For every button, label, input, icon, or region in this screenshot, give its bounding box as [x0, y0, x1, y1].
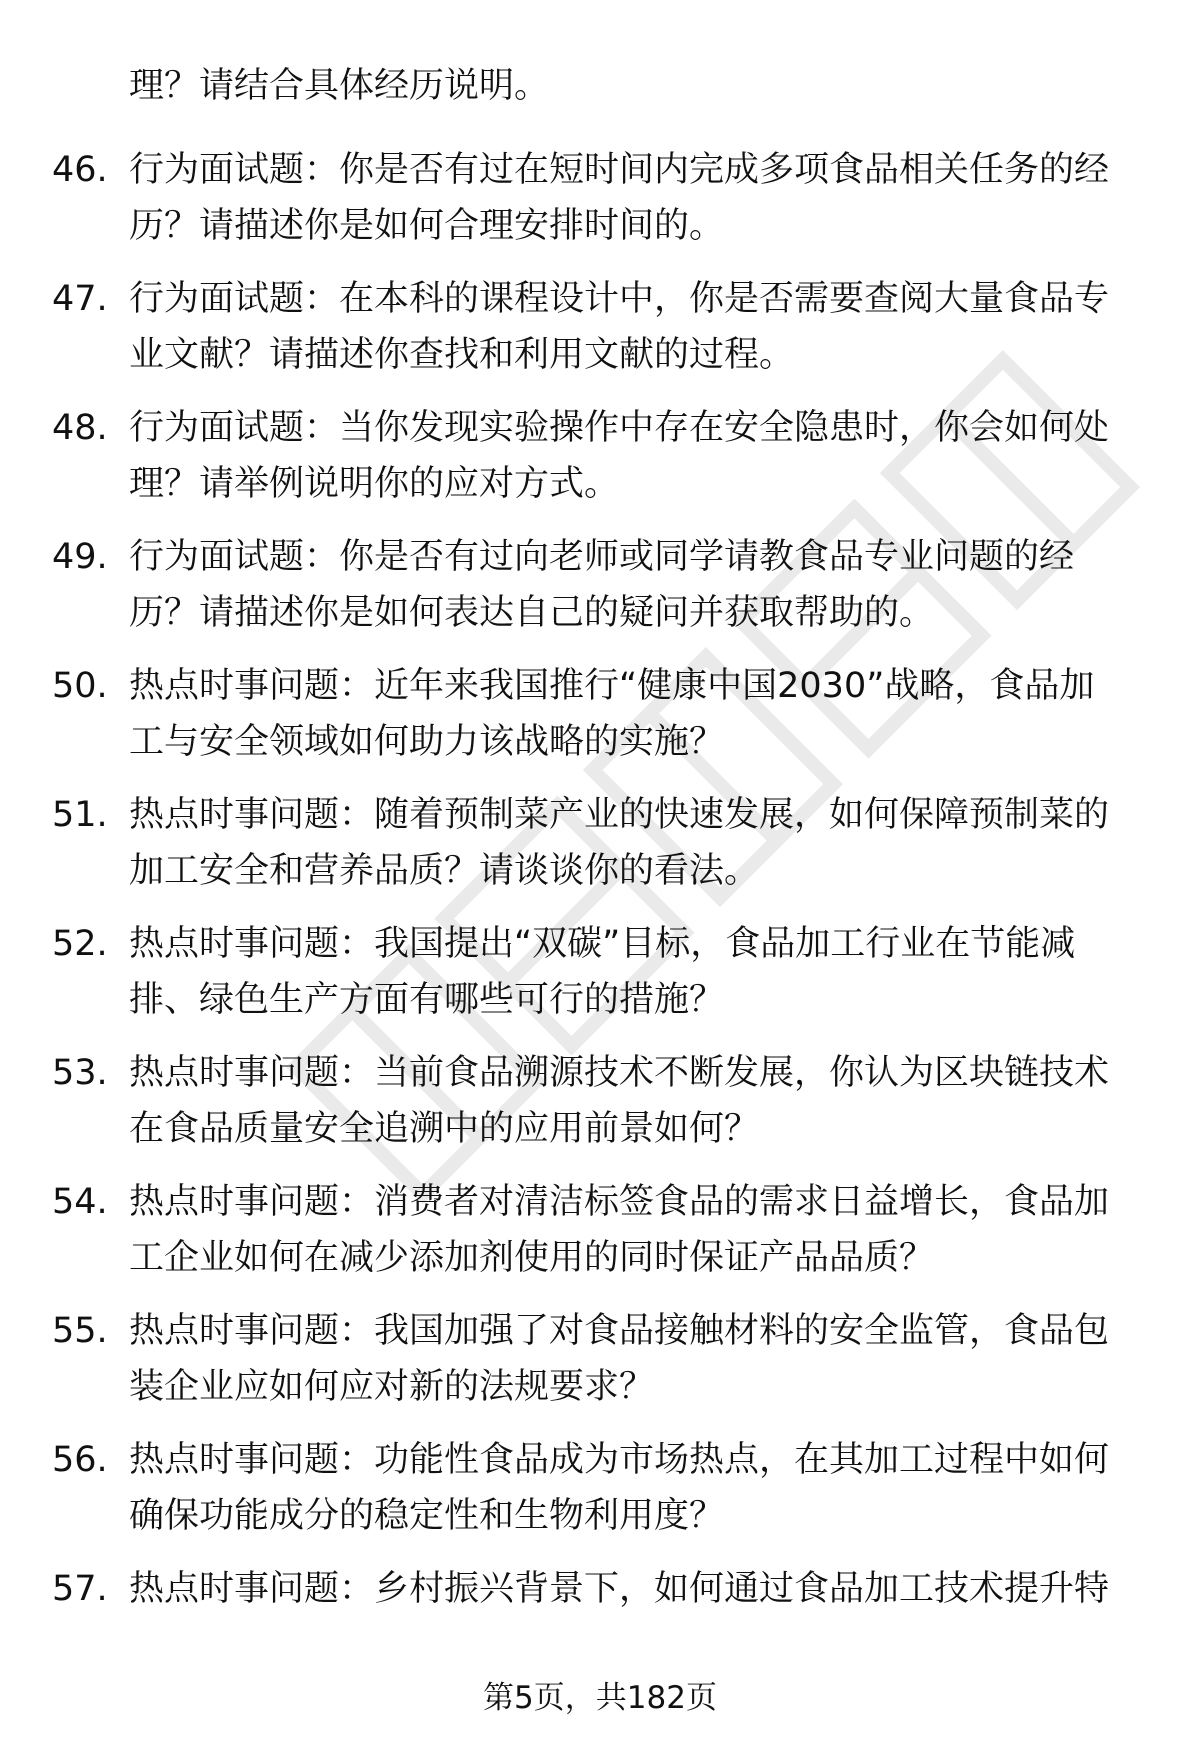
question-number: 50. [52, 666, 108, 706]
question-line: 在食品质量安全追溯中的应用前景如何？ [129, 1109, 760, 1149]
question-line: 热点时事问题：当前食品溯源技术不断发展，你认为区块链技术 [129, 1053, 1110, 1093]
question-number: 51. [52, 795, 108, 835]
question-item-46 [0, 142, 1200, 271]
question-item-52 [0, 916, 1200, 1045]
question-number: 54. [52, 1182, 108, 1222]
question-text [129, 400, 1149, 512]
question-text [129, 529, 1149, 641]
question-item-51 [0, 787, 1200, 916]
question-line: 行为面试题：当你发现实验操作中存在安全隐患时，你会如何处 [129, 408, 1110, 448]
page-footer: 第5页，共182页 [483, 1680, 717, 1716]
question-text [129, 1432, 1149, 1544]
question-line: 热点时事问题：乡村振兴背景下，如何通过食品加工技术提升特 [129, 1569, 1110, 1609]
question-number: 48. [52, 408, 108, 448]
question-line: 历？请描述你是如何合理安排时间的。 [129, 206, 725, 246]
question-line: 工与安全领域如何助力该战略的实施？ [129, 722, 725, 762]
question-number: 47. [52, 279, 108, 319]
question-item-56 [0, 1432, 1200, 1561]
question-number: 56. [52, 1440, 108, 1480]
question-text [129, 1561, 1149, 1617]
question-item-57 [0, 1561, 1200, 1690]
question-line: 热点时事问题：消费者对清洁标签食品的需求日益增长，食品加 [129, 1182, 1110, 1222]
question-line: 确保功能成分的稳定性和生物利用度？ [129, 1496, 725, 1536]
question-number: 57. [52, 1569, 108, 1609]
question-number: 55. [52, 1311, 108, 1351]
question-item-53 [0, 1045, 1200, 1174]
question-text [129, 1174, 1149, 1286]
question-text [129, 1045, 1149, 1157]
question-list [0, 142, 1200, 1690]
question-line: 加工安全和营养品质？请谈谈你的看法。 [129, 851, 760, 891]
question-item-55 [0, 1303, 1200, 1432]
question-item-49 [0, 529, 1200, 658]
question-line: 业文献？请描述你查找和利用文献的过程。 [129, 335, 795, 375]
question-number: 46. [52, 150, 108, 190]
question-item-48 [0, 400, 1200, 529]
question-line: 行为面试题：在本科的课程设计中，你是否需要查阅大量食品专 [129, 279, 1110, 319]
question-line: 行为面试题：你是否有过向老师或同学请教食品专业问题的经 [129, 537, 1075, 577]
question-line: 理？请举例说明你的应对方式。 [129, 464, 620, 504]
question-line: 装企业应如何应对新的法规要求？ [129, 1367, 655, 1407]
question-item-54 [0, 1174, 1200, 1303]
question-line: 热点时事问题：我国加强了对食品接触材料的安全监管，食品包 [129, 1311, 1110, 1351]
question-line: 热点时事问题：我国提出“双碳”目标，食品加工行业在节能减 [129, 924, 1076, 964]
question-text [129, 271, 1149, 383]
question-line: 行为面试题：你是否有过在短时间内完成多项食品相关任务的经 [129, 150, 1110, 190]
question-line: 热点时事问题：近年来我国推行“健康中国2030”战略，食品加 [129, 666, 1095, 706]
question-text [129, 658, 1149, 770]
question-number: 52. [52, 924, 108, 964]
question-line: 工企业如何在减少添加剂使用的同时保证产品品质？ [129, 1238, 935, 1278]
question-number: 49. [52, 537, 108, 577]
question-text [129, 916, 1149, 1028]
question-line: 排、绿色生产方面有哪些可行的措施？ [129, 980, 725, 1020]
question-line: 热点时事问题：随着预制菜产业的快速发展，如何保障预制菜的 [129, 795, 1110, 835]
question-text [129, 142, 1149, 254]
question-text [129, 787, 1149, 899]
continuation-text: 理？请结合具体经历说明。 [129, 66, 550, 106]
question-text [129, 1303, 1149, 1415]
question-number: 53. [52, 1053, 108, 1093]
question-line: 历？请描述你是如何表达自己的疑问并获取帮助的。 [129, 593, 935, 633]
question-item-50 [0, 658, 1200, 787]
question-item-47 [0, 271, 1200, 400]
question-line: 热点时事问题：功能性食品成为市场热点，在其加工过程中如何 [129, 1440, 1110, 1480]
